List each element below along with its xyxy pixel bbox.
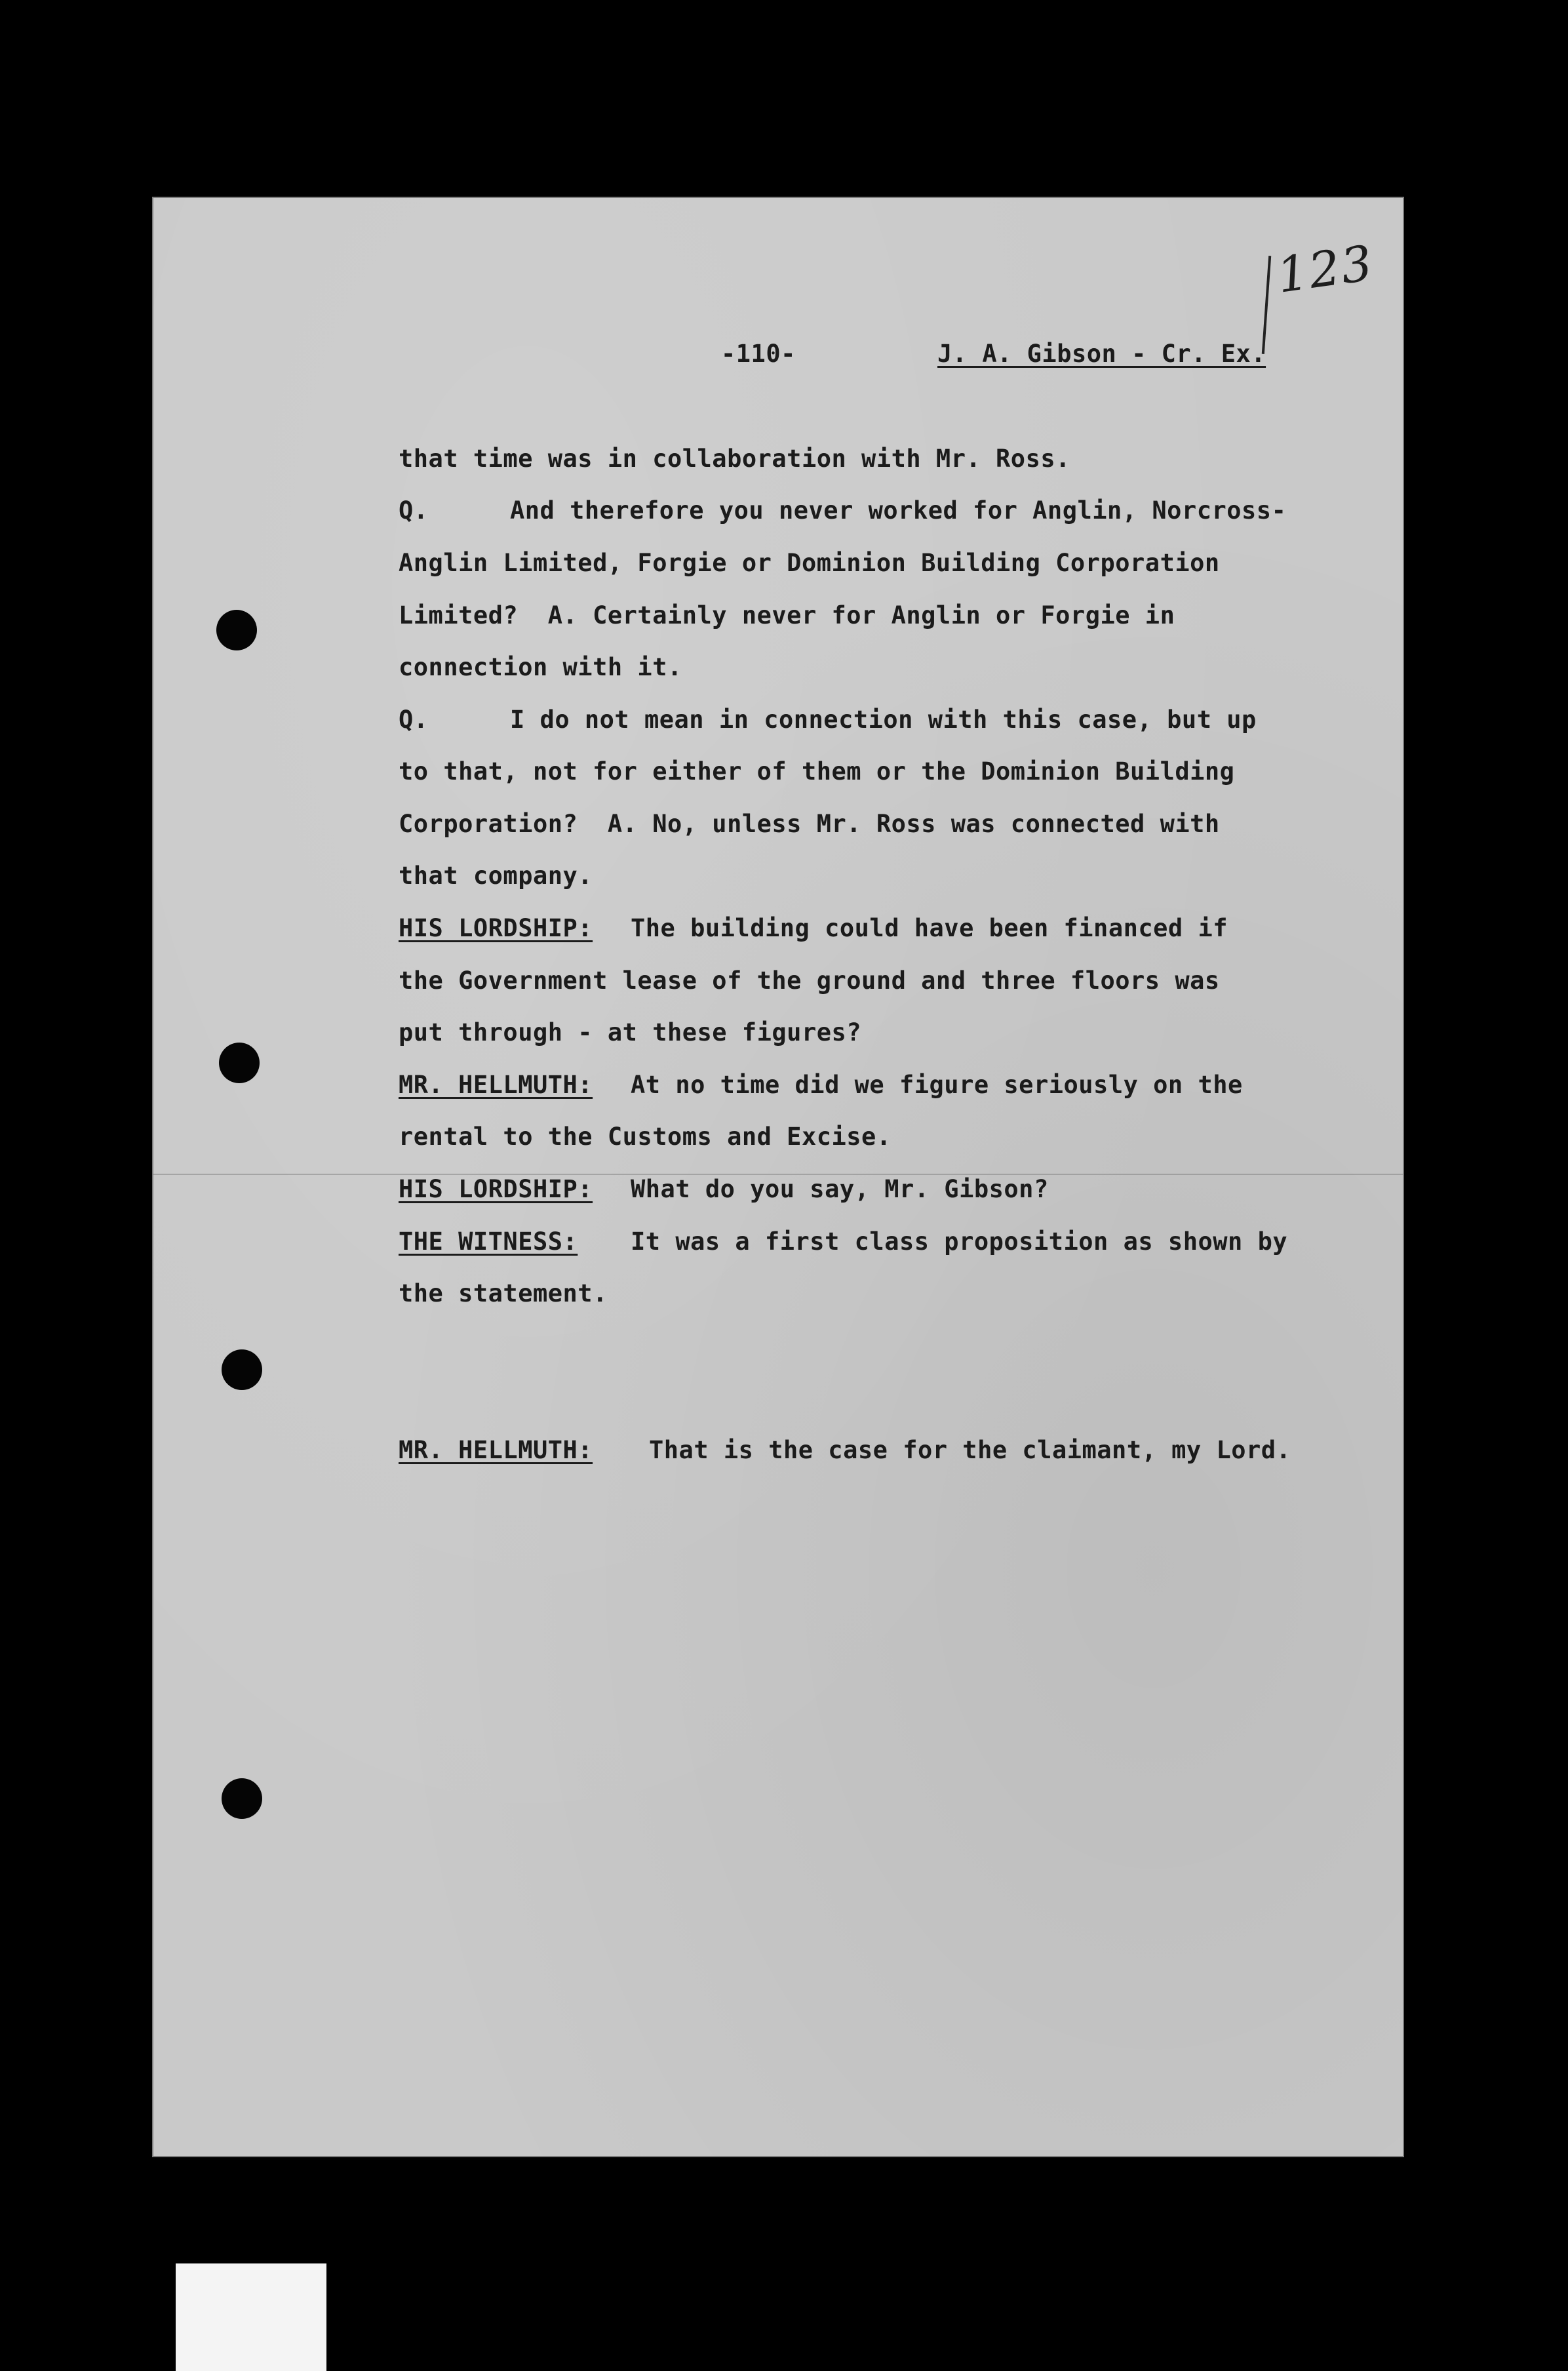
transcript-line: At no time did we figure seriously on the bbox=[631, 1071, 1243, 1099]
transcript-line: rental to the Customs and Excise. bbox=[399, 1123, 892, 1151]
speaker-label: THE WITNESS: bbox=[399, 1227, 578, 1256]
transcript-line: It was a first class proposition as shown by bbox=[631, 1227, 1288, 1256]
transcript-line: And therefore you never worked for Anglin, Norcross- bbox=[510, 496, 1287, 525]
speaker-label: HIS LORDSHIP: bbox=[399, 1175, 593, 1203]
transcript-line: Anglin Limited, Forgie or Dominion Building Corporation bbox=[399, 549, 1220, 577]
speaker-label: MR. HELLMUTH: bbox=[399, 1071, 593, 1099]
transcript-line: Corporation? A. No, unless Mr. Ross was connected with bbox=[399, 810, 1220, 838]
transcript-line: Limited? A. Certainly never for Anglin or Forgie in bbox=[399, 601, 1175, 629]
punch-hole bbox=[222, 1349, 262, 1390]
question-marker: Q. bbox=[399, 706, 429, 734]
transcript-line: The building could have been financed if bbox=[631, 914, 1228, 942]
speaker-label: HIS LORDSHIP: bbox=[399, 914, 593, 942]
transcript-line: I do not mean in connection with this case, but up bbox=[510, 706, 1257, 734]
header-title: J. A. Gibson - Cr. Ex. bbox=[937, 340, 1266, 368]
transcript-line: That is the case for the claimant, my Lord. bbox=[649, 1436, 1291, 1464]
transcript-line: that time was in collaboration with Mr. Ross. bbox=[399, 445, 1070, 473]
question-marker: Q. bbox=[399, 496, 429, 525]
transcript-line: put through - at these figures? bbox=[399, 1018, 862, 1046]
film-leader-strip bbox=[176, 2263, 326, 2371]
page-number: -110- bbox=[721, 340, 796, 368]
transcript-line: the statement. bbox=[399, 1279, 608, 1307]
punch-hole bbox=[222, 1778, 262, 1819]
handwritten-page-number: 123 bbox=[1273, 235, 1377, 304]
punch-hole bbox=[219, 1043, 260, 1083]
transcript-line: that company. bbox=[399, 862, 593, 890]
transcript-line: to that, not for either of them or the Dominion Building bbox=[399, 757, 1235, 786]
punch-hole bbox=[216, 610, 257, 650]
transcript-line: What do you say, Mr. Gibson? bbox=[631, 1175, 1049, 1203]
transcript-line: the Government lease of the ground and three floors was bbox=[399, 966, 1220, 995]
transcript-line: connection with it. bbox=[399, 653, 682, 681]
speaker-label: MR. HELLMUTH: bbox=[399, 1436, 593, 1464]
